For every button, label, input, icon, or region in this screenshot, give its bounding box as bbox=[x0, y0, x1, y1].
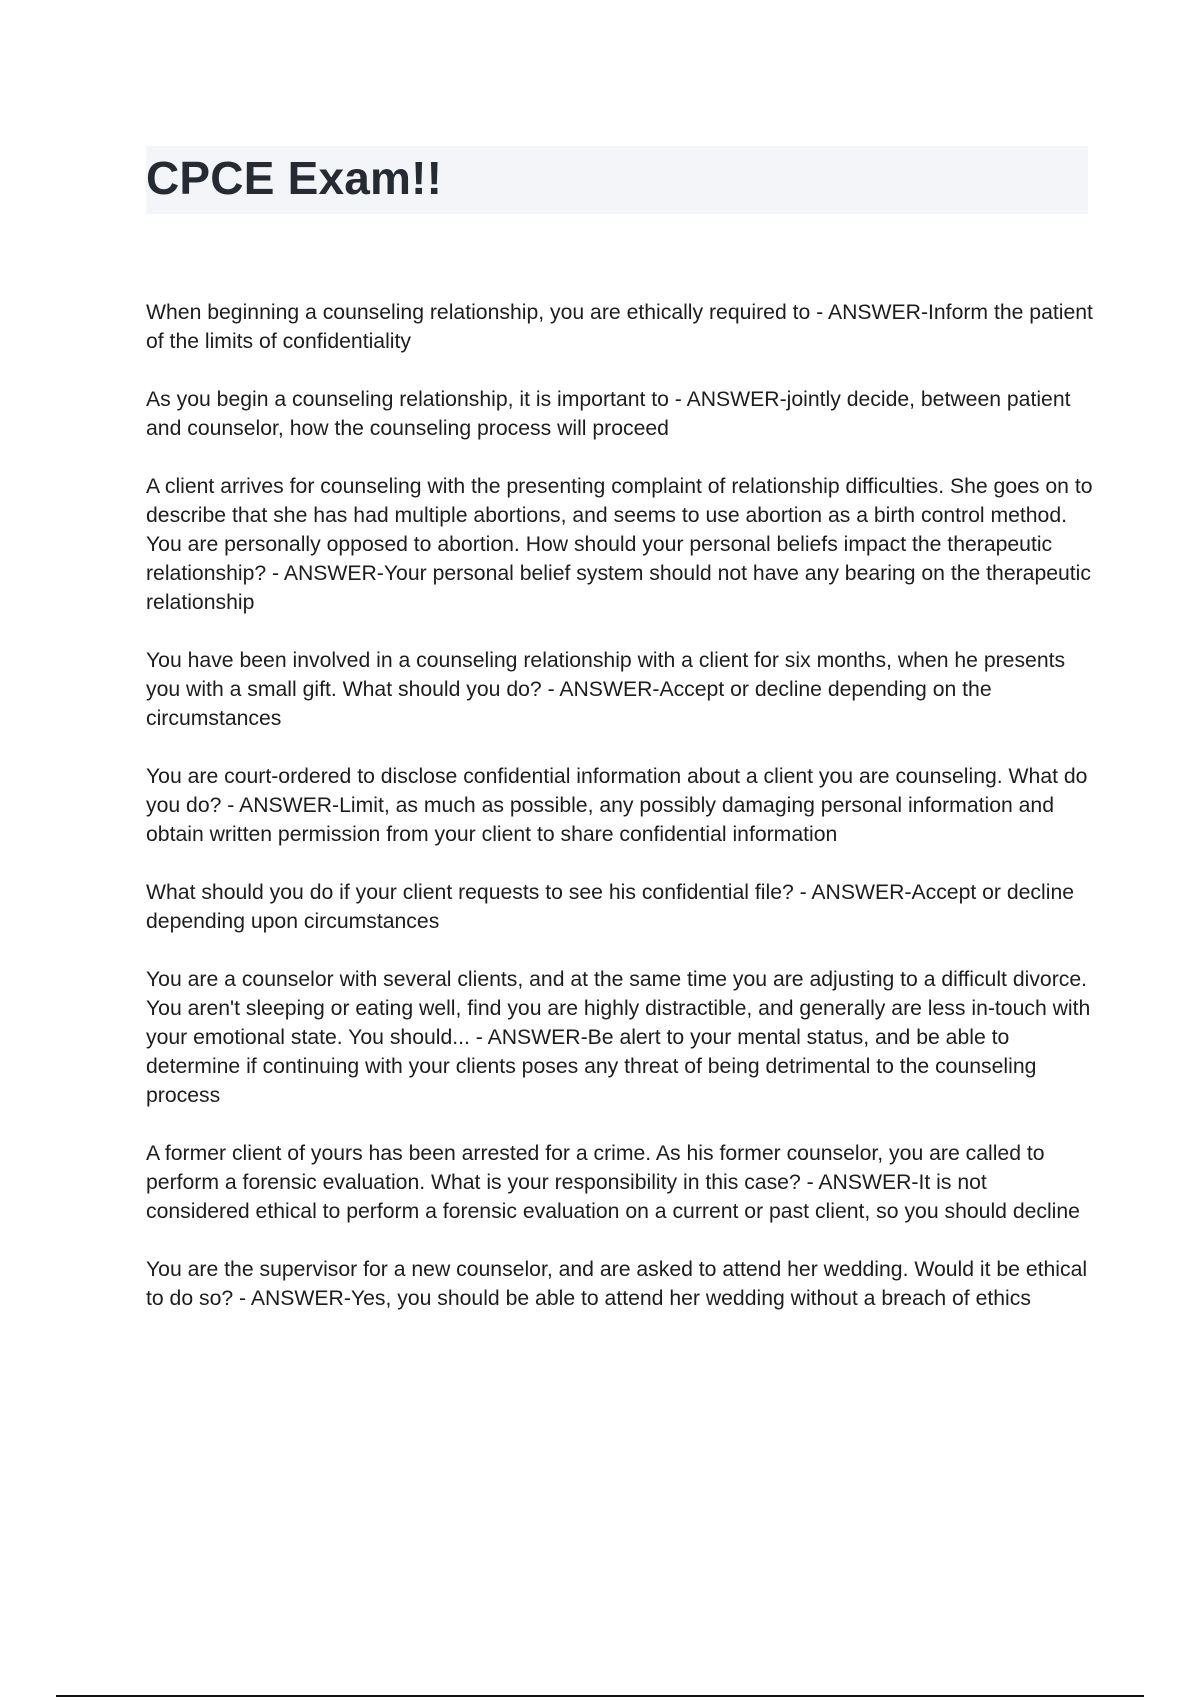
answer-separator: - ANSWER- bbox=[469, 1026, 588, 1049]
qa-item bbox=[146, 472, 1094, 617]
answer-text: Yes, you should be able to attend her wedding without a breach of ethics bbox=[350, 1287, 1031, 1310]
qa-item bbox=[146, 385, 1094, 443]
answer-separator: - ANSWER- bbox=[793, 881, 912, 904]
qa-list bbox=[146, 298, 1094, 1342]
answer-text: Accept or decline depending upon circumstances bbox=[146, 881, 1075, 933]
answer-separator: - ANSWER- bbox=[810, 301, 929, 324]
question-text: You have been involved in a counseling relationship with a client for six months, when he presents you with a small gift. What should you do? bbox=[146, 649, 1066, 701]
answer-separator: - ANSWER- bbox=[541, 678, 660, 701]
page-title: CPCE Exam!! bbox=[146, 152, 443, 204]
question-text: You are the supervisor for a new counselor, and are asked to attend her wedding. Would it be ethical to do so? bbox=[146, 1258, 1088, 1310]
answer-separator: - ANSWER- bbox=[266, 562, 384, 585]
answer-text: Inform the patient of the limits of confidentiality bbox=[146, 301, 1093, 353]
question-text: As you begin a counseling relationship, it is important to bbox=[146, 388, 669, 411]
qa-item bbox=[146, 878, 1094, 936]
answer-separator: - ANSWER- bbox=[233, 1287, 351, 1310]
question-text: A client arrives for counseling with the presenting complaint of relationship difficulties. She goes on to describe that she has had multiple abortions, and seems to use abortion as a birth control method. You are personally opposed to abortion. How should your personal beliefs impact the therapeutic relationship? bbox=[146, 475, 1093, 585]
question-text: When beginning a counseling relationship, you are ethically required to bbox=[146, 301, 811, 324]
question-text: A former client of yours has been arrested for a crime. As his former counselor, you are called to perform a forensic evaluation. What is your responsibility in this case? bbox=[146, 1142, 1045, 1194]
answer-separator: - ANSWER- bbox=[668, 388, 787, 411]
qa-item bbox=[146, 298, 1094, 356]
answer-text: It is not considered ethical to perform a forensic evaluation on a current or past client, so you should decline bbox=[146, 1171, 1080, 1223]
answer-text: Limit, as much as possible, any possibly damaging personal information and obtain written permission from your client to share confidential information bbox=[146, 794, 1054, 846]
answer-text: Be alert to your mental status, and be able to determine if continuing with your clients poses any threat of being detrimental to the counseling process bbox=[146, 1026, 1037, 1107]
qa-item bbox=[146, 646, 1094, 733]
question-text: What should you do if your client requests to see his confidential file? bbox=[146, 881, 794, 904]
qa-item bbox=[146, 762, 1094, 849]
answer-text: Your personal belief system should not have any bearing on the therapeutic relationship bbox=[146, 562, 1091, 614]
answer-text: jointly decide, between patient and counselor, how the counseling process will proceed bbox=[146, 388, 1071, 440]
question-text: You are court-ordered to disclose confidential information about a client you are counseling. What do you do? bbox=[146, 765, 1088, 817]
footer-divider bbox=[56, 1695, 1144, 1697]
qa-item bbox=[146, 1255, 1094, 1313]
question-text: You are a counselor with several clients, and at the same time you are adjusting to a difficult divorce. You aren't sleeping or eating well, find you are highly distractible, and generally are less in-touch with your emotional state. You should... bbox=[146, 968, 1091, 1049]
answer-text: Accept or decline depending on the circumstances bbox=[146, 678, 992, 730]
answer-separator: - ANSWER- bbox=[221, 794, 340, 817]
qa-item bbox=[146, 1139, 1094, 1226]
title-block bbox=[146, 146, 1088, 214]
answer-separator: - ANSWER- bbox=[800, 1171, 919, 1194]
qa-item bbox=[146, 965, 1094, 1110]
